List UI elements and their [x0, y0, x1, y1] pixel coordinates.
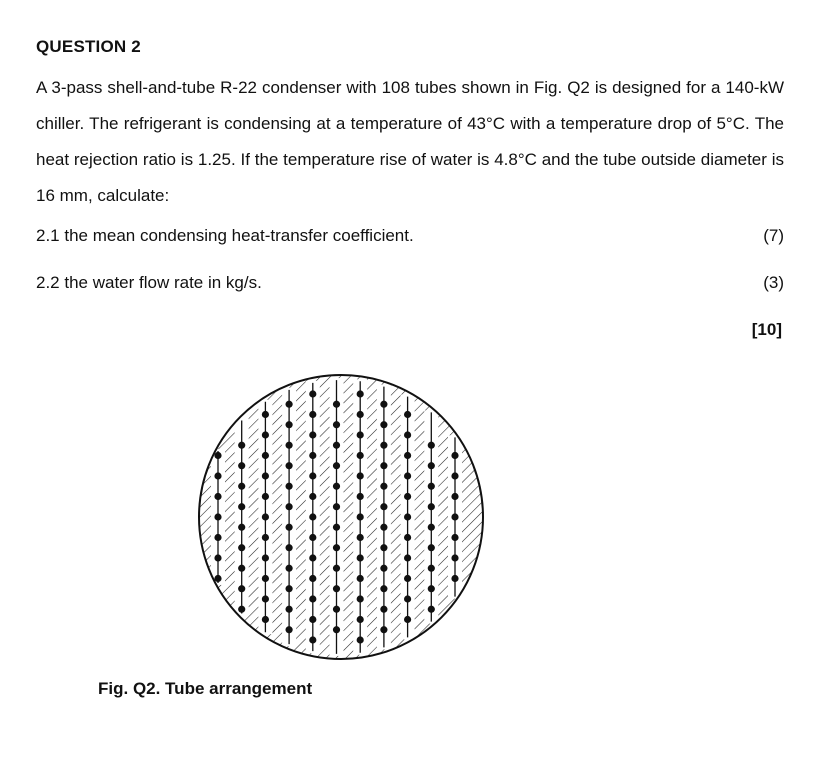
tube-dot — [238, 606, 245, 613]
tube-dot — [262, 472, 269, 479]
tube-column — [377, 385, 391, 650]
tube-arrangement-figure — [196, 372, 486, 667]
tube-dot — [309, 472, 316, 479]
tube-dot — [286, 544, 293, 551]
tube-dot — [286, 483, 293, 490]
tube-column — [211, 449, 225, 585]
tube-dot — [357, 472, 364, 479]
tube-dot — [380, 565, 387, 572]
tube-dot — [428, 524, 435, 531]
tube-dot — [262, 575, 269, 582]
tube-dot — [309, 616, 316, 623]
tube-dot — [309, 636, 316, 643]
tube-dot — [333, 606, 340, 613]
tube-column — [353, 379, 367, 654]
tube-dot — [404, 554, 411, 561]
tube-dot — [333, 544, 340, 551]
tube-dot — [238, 442, 245, 449]
tube-dot — [262, 595, 269, 602]
tube-dot — [451, 493, 458, 500]
tube-dot — [357, 513, 364, 520]
tube-dot — [238, 524, 245, 531]
tube-dot — [451, 472, 458, 479]
tube-dot — [404, 513, 411, 520]
tube-dot — [404, 616, 411, 623]
tube-column — [306, 381, 320, 653]
tube-dot — [214, 513, 221, 520]
tube-dot — [238, 483, 245, 490]
tube-dot — [333, 462, 340, 469]
tube-dot — [380, 524, 387, 531]
sub-question-2-2 — [36, 273, 784, 293]
tube-dot — [428, 462, 435, 469]
tube-column — [401, 395, 415, 640]
tube-dot — [428, 483, 435, 490]
sub-question-marks: (7) — [763, 226, 784, 245]
tube-dot — [428, 544, 435, 551]
tube-dot — [404, 595, 411, 602]
tube-dot — [286, 524, 293, 531]
tube-dot — [357, 390, 364, 397]
tube-dot — [286, 626, 293, 633]
tube-dot — [380, 606, 387, 613]
tube-dot — [380, 401, 387, 408]
tube-dot — [428, 606, 435, 613]
tube-dot — [357, 575, 364, 582]
tube-dot — [380, 462, 387, 469]
tube-dot — [357, 616, 364, 623]
tube-dot — [214, 575, 221, 582]
tube-dot — [309, 390, 316, 397]
tube-dot — [286, 462, 293, 469]
tube-dot — [380, 442, 387, 449]
sub-question-text: 2.1 the mean condensing heat-transfer coefficient. — [36, 226, 414, 245]
tube-dot — [428, 503, 435, 510]
tube-dot — [428, 565, 435, 572]
tube-dot — [309, 431, 316, 438]
tube-dot — [380, 483, 387, 490]
tube-dot — [286, 401, 293, 408]
tube-dot — [309, 411, 316, 418]
tube-dot — [262, 493, 269, 500]
tube-dot — [262, 616, 269, 623]
tube-dot — [309, 554, 316, 561]
tube-dot — [451, 452, 458, 459]
tube-dot — [404, 575, 411, 582]
tube-dot — [357, 636, 364, 643]
tube-dot — [309, 595, 316, 602]
tube-dot — [309, 493, 316, 500]
tube-dot — [238, 462, 245, 469]
tube-dot — [214, 534, 221, 541]
tube-dot — [404, 493, 411, 500]
tube-dot — [333, 421, 340, 428]
tube-dot — [333, 565, 340, 572]
tube-dot — [262, 452, 269, 459]
tube-dot — [333, 503, 340, 510]
tube-dot — [309, 534, 316, 541]
tube-dot — [380, 544, 387, 551]
tube-dot — [286, 565, 293, 572]
tube-dot — [214, 493, 221, 500]
tube-dot — [309, 513, 316, 520]
tube-dot — [357, 493, 364, 500]
question-heading: QUESTION 2 — [36, 37, 141, 56]
tube-dot — [238, 503, 245, 510]
tube-column — [258, 400, 272, 634]
tube-dot — [357, 595, 364, 602]
tube-dot — [451, 575, 458, 582]
question-intro: A 3-pass shell-and-tube R-22 condenser with 108 tubes shown in Fig. Q2 is designed for a 140-kW chiller. The refrigerant is condensing at a temperature of 43°C with a temperature drop of 5°C. The heat rejection ratio is 1.25. If the temperature rise of water is 4.8°C and the tube outside diameter is 16 mm, calculate: — [36, 78, 784, 205]
tube-dot — [404, 431, 411, 438]
tube-dot — [262, 554, 269, 561]
tube-column — [282, 388, 296, 646]
figure-caption: Fig. Q2. Tube arrangement — [98, 679, 313, 698]
tube-column — [424, 410, 438, 623]
tube-dot — [286, 442, 293, 449]
tube-dot — [357, 554, 364, 561]
tube-dot — [262, 431, 269, 438]
tube-dot — [404, 534, 411, 541]
tube-dot — [428, 585, 435, 592]
tube-dot — [333, 585, 340, 592]
tube-dot — [238, 585, 245, 592]
tube-dot — [333, 401, 340, 408]
sub-question-marks: (3) — [763, 273, 784, 292]
tube-column — [330, 378, 344, 656]
tube-dot — [309, 452, 316, 459]
tube-dot — [214, 452, 221, 459]
tube-dot — [357, 431, 364, 438]
tube-dot — [380, 585, 387, 592]
tube-dot — [357, 452, 364, 459]
tube-column — [235, 418, 249, 615]
tube-dot — [404, 411, 411, 418]
tube-dot — [214, 554, 221, 561]
tube-dot — [357, 534, 364, 541]
tube-dot — [380, 503, 387, 510]
tube-dot — [333, 524, 340, 531]
tube-dot — [428, 442, 435, 449]
sub-question-2-1 — [36, 226, 784, 246]
tube-dot — [309, 575, 316, 582]
tube-dot — [333, 442, 340, 449]
tube-dot — [451, 554, 458, 561]
tube-dot — [238, 565, 245, 572]
tube-column — [448, 435, 462, 598]
tube-dot — [286, 606, 293, 613]
tube-dot — [380, 626, 387, 633]
tube-sheet-diagram — [196, 372, 486, 662]
tube-dot — [451, 513, 458, 520]
tube-dot — [262, 534, 269, 541]
tube-dot — [333, 483, 340, 490]
tube-dot — [286, 503, 293, 510]
tube-dot — [333, 626, 340, 633]
tube-dot — [214, 472, 221, 479]
tube-dot — [357, 411, 364, 418]
sub-question-text: 2.2 the water flow rate in kg/s. — [36, 273, 262, 292]
tube-dot — [262, 513, 269, 520]
tube-dot — [380, 421, 387, 428]
total-marks: [10] — [751, 320, 782, 339]
tube-dot — [451, 534, 458, 541]
tube-dot — [404, 472, 411, 479]
tube-dot — [286, 421, 293, 428]
tube-dot — [262, 411, 269, 418]
tube-dot — [286, 585, 293, 592]
tube-dot — [404, 452, 411, 459]
tube-dot — [238, 544, 245, 551]
